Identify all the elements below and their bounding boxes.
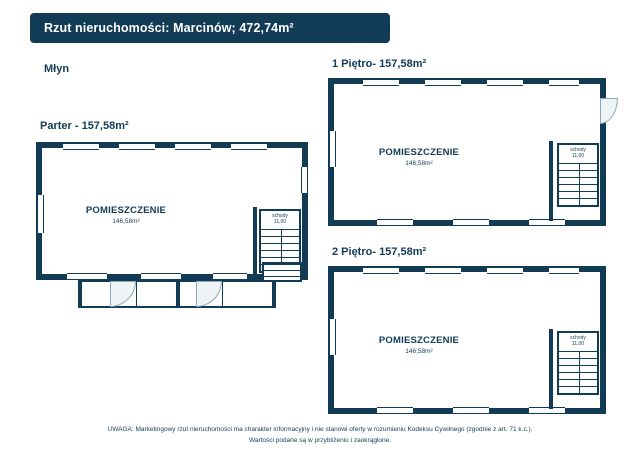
floor-label-second: 2 Piętro- 157,58m² <box>332 246 427 258</box>
footer-line-1: UWAGA: Marketingowy rzut nieruchomości ma charakter informacyjny i nie stanowi oferty w rozumieniu Kodeksu Cywilnego (zgodnie z art. 71 k.c.). <box>107 425 533 433</box>
window-second-top-2 <box>425 267 461 274</box>
room-name-first: POMIESZCZENIE <box>378 147 460 158</box>
floor-label-first: 1 Piętro- 157,58m² <box>332 58 427 70</box>
window-bottom-1 <box>67 273 107 280</box>
room-name-ground: POMIESZCZENIE <box>85 205 167 216</box>
window-bottom-3 <box>213 273 247 280</box>
stairs-second <box>557 331 599 395</box>
window-first-bottom-2 <box>453 219 489 226</box>
stairs-label-text-first: schody <box>570 147 586 153</box>
window-second-top-1 <box>363 267 399 274</box>
stairs-extension-steps <box>264 264 300 280</box>
stairs-steps-first <box>559 163 597 205</box>
room-name-second: POMIESZCZENIE <box>378 335 460 346</box>
room-area-second: 146,58m² <box>405 348 433 355</box>
window-first-bottom-3 <box>529 219 565 226</box>
door-leaf-left <box>136 281 137 307</box>
window-top-1 <box>63 143 99 150</box>
stairs-label-second <box>559 335 597 348</box>
floorplan-ground <box>36 142 308 280</box>
partition-wall-ground <box>253 207 257 275</box>
window-top-4 <box>231 143 267 150</box>
window-second-top-3 <box>487 267 523 274</box>
page-title: Rzut nieruchomości: Marcinów; 472,74m² <box>44 21 294 35</box>
door-leaf-right <box>222 281 223 307</box>
window-top-3 <box>175 143 211 150</box>
stairs-label-text-ground: schody <box>272 213 288 219</box>
stairs-area-second: 11,00 <box>571 341 585 348</box>
window-first-top-1 <box>363 79 399 86</box>
floor-label-ground: Parter - 157,58m² <box>40 120 129 132</box>
window-first-bottom-1 <box>377 219 413 226</box>
building-label: Młyn <box>44 63 70 75</box>
floorplan-first <box>328 78 606 226</box>
stairs-area-ground: 11,00 <box>273 219 287 226</box>
window-first-top-2 <box>425 79 461 86</box>
window-second-bottom-2 <box>453 407 489 414</box>
stairs-label-first <box>559 147 597 160</box>
window-second-bottom-1 <box>377 407 413 414</box>
stairs-rail-first <box>579 163 580 205</box>
window-first-top-4 <box>549 79 579 86</box>
partition-wall-first <box>549 141 553 221</box>
window-bottom-2 <box>141 273 181 280</box>
window-right-1 <box>301 167 308 193</box>
floorplan-second <box>328 266 606 414</box>
window-top-2 <box>119 143 155 150</box>
room-area-first: 146,58m² <box>405 160 433 167</box>
door-swing-first-right <box>600 98 618 124</box>
stairs-label-ground <box>261 213 299 226</box>
partition-wall-second <box>549 329 553 409</box>
porch-wall-right <box>272 280 276 308</box>
porch-wall-left <box>78 280 82 308</box>
window-second-top-4 <box>549 267 579 274</box>
window-first-top-3 <box>487 79 523 86</box>
footer-disclaimer <box>0 424 640 446</box>
stairs-steps-second <box>559 351 597 393</box>
stairs-area-first: 11,00 <box>571 153 585 160</box>
stairs-first <box>557 143 599 207</box>
window-second-bottom-3 <box>529 407 565 414</box>
room-area-ground: 146,58m² <box>112 218 140 225</box>
porch-wall-mid <box>176 280 180 308</box>
page-title-banner <box>30 13 390 43</box>
stairs-rail-second <box>579 351 580 393</box>
stairs-ground-extension <box>262 262 302 282</box>
stairs-label-text-second: schody <box>570 335 586 341</box>
footer-line-2: Wartości podane są w przybliżeniu i zaokrąglone. <box>248 436 392 444</box>
